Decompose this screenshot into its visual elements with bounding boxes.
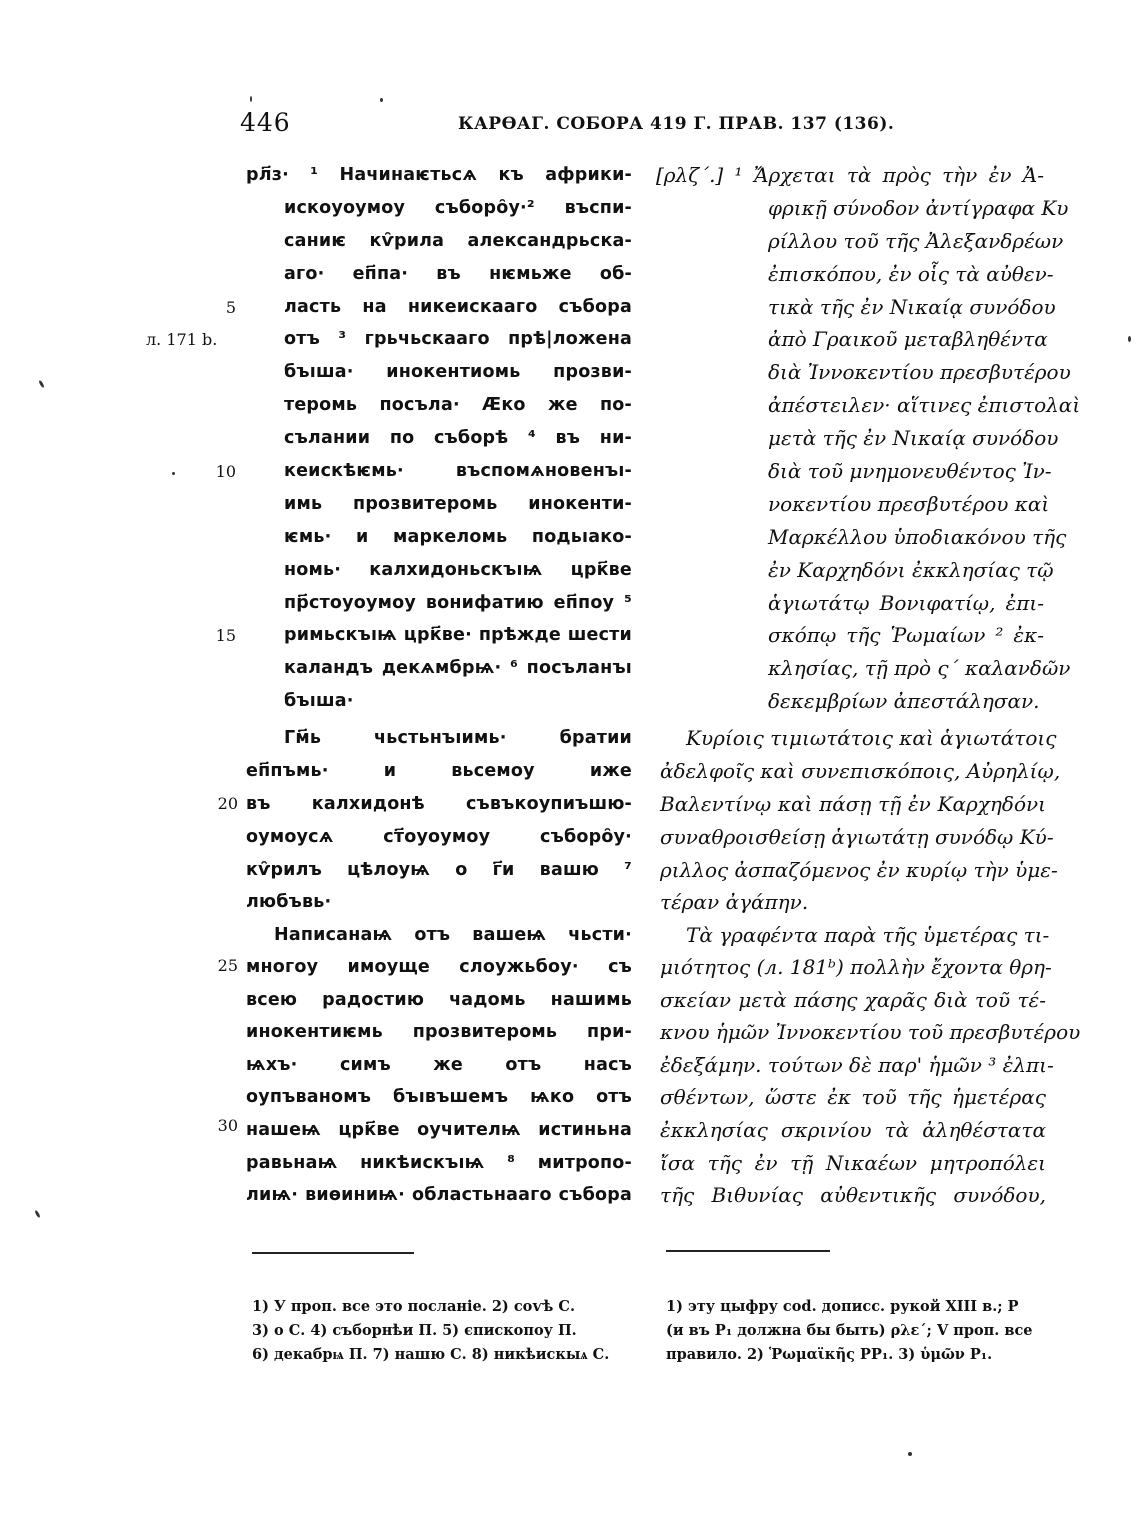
greek-line: ἀδελφοῖς καὶ συνεπισκόποις, Αὐρηλίῳ, <box>660 759 1061 783</box>
greek-line: συναθροισθείσῃ ἁγιωτάτῃ συνόδῳ Κύ- <box>660 825 1054 849</box>
slavonic-line: равьнаѩ никѣискъıѩ ⁸ митропо- <box>246 1153 632 1173</box>
folio-marker: л. 171 b. <box>146 330 218 349</box>
slavonic-line: въ калхидонѣ съвъкоупиъшю- <box>246 794 632 814</box>
greek-line: ἐκκλησίας σκρινίου τὰ ἀληθέστατα <box>660 1118 1046 1142</box>
greek-line: [ρλζ΄.] ¹ Ἄρχεται τὰ πρὸς τὴν ἐν Ἀ- <box>656 163 1044 187</box>
greek-line: Τὰ γραφέντα παρὰ τῆς ὑμετέρας τι- <box>686 923 1050 947</box>
slavonic-line: бъıша· инокентиомь прозви- <box>284 362 632 382</box>
slavonic-line: римьскъıѩ црк҃ве· прѣжде шести <box>284 625 632 645</box>
slavonic-line: бъıша· <box>284 691 354 711</box>
greek-line: ἁγιωτάτῳ Βονιφατίῳ, ἐπι- <box>768 591 1044 615</box>
slavonic-line: аго· еп҃па· въ нѥмьже об- <box>284 264 632 284</box>
slavonic-line: оумоусѧ ст҃оуоумоу съборо̑у· <box>246 827 632 847</box>
slavonic-line: всею радостию чадомь нашимь <box>246 990 632 1010</box>
slavonic-line: ѩхъ· симъ же отъ насъ <box>246 1055 632 1075</box>
scan-speck <box>38 380 45 388</box>
slavonic-line: нашеѩ црк҃ве оучителѩ истиньна <box>246 1120 632 1140</box>
footnote-rule <box>252 1252 414 1254</box>
greek-line: ἐπισκόπου, ἐν οἷς τὰ αὐθεν- <box>768 262 1054 286</box>
footnote-line: 1) эту цыфру cod. дописс. рукой XIII в.; Р <box>666 1298 1019 1315</box>
greek-line: φρικῇ σύνοδον ἀντίγραφα Κυ <box>768 196 1069 220</box>
slavonic-line: еп҃пъмь· и вьсемоу иже <box>246 761 632 781</box>
greek-line: Μαρκέλλου ὑποδιακόνου τῆς <box>768 525 1067 549</box>
greek-line: τῆς Βιθυνίας αὐθεντικῆς συνόδου, <box>660 1183 1046 1207</box>
line-number: 20 <box>217 794 238 813</box>
greek-line: ριλλος ἀσπαζόμενος ἐν κυρίῳ τὴν ὑμε- <box>660 858 1058 882</box>
greek-line: τικὰ τῆς ἐν Νικαίᾳ συνόδου <box>768 295 1056 319</box>
greek-line: νοκεντίου πρεσβυτέρου καὶ <box>768 492 1050 516</box>
slavonic-line: искоуоумоу съборо̑у·² въспи- <box>284 198 632 218</box>
slavonic-line: имь прозвитеромь инокенти- <box>284 494 632 514</box>
greek-line: κνου ἡμῶν Ἰννοκεντίου τοῦ πρεσβυτέρου <box>660 1020 1081 1044</box>
footnote-line: 6) декабрѩ П. 7) нашю С. 8) никѣискыѧ С. <box>252 1346 610 1363</box>
scan-speck <box>34 1210 41 1218</box>
slavonic-line: лиѩ· виѳиниѩ· областьнааго събора <box>246 1185 632 1205</box>
scan-speck <box>250 96 252 102</box>
page-number: 446 <box>240 108 291 137</box>
slavonic-line: Написанаѩ отъ вашеѩ чьсти· <box>274 925 632 945</box>
footnote-line: (и въ Р₁ должна бы быть) ρλε΄; V проп. все <box>666 1322 1033 1339</box>
slavonic-line: Гм҃ь чьстьнъıимь· братии <box>284 728 632 748</box>
greek-line: ἀπὸ Γραικοῦ μεταβληθέντα <box>768 327 1048 351</box>
slavonic-line: оупъваномъ бъıвъшемъ ѩко отъ <box>246 1087 632 1107</box>
footnote-line: 3) о С. 4) съборнѣи П. 5) єпископоу П. <box>252 1322 577 1339</box>
greek-line: σκόπῳ τῆς Ῥωμαίων ² ἐκ- <box>768 623 1044 647</box>
line-number: 10 <box>215 462 236 481</box>
greek-line: σθέντων, ὥστε ἐκ τοῦ τῆς ἡμετέρας <box>660 1085 1046 1109</box>
line-number: 30 <box>217 1116 238 1135</box>
slavonic-line: ласть на никеискааго събора <box>284 297 632 317</box>
footnote-line: правило. 2) Ῥωμαϊκῆς PP₁. 3) ὑμῶν P₁. <box>666 1346 993 1363</box>
greek-line: μιότητος (л. 181ᵇ) πολλὴν ἔχοντα θρη- <box>660 955 1052 979</box>
slavonic-line: сълании по съборѣ ⁴ въ ни- <box>284 428 632 448</box>
running-title: КАРѲАГ. СОБОРА 419 Г. ПРАВ. 137 (136). <box>458 114 895 134</box>
scan-speck <box>172 472 175 475</box>
greek-line: σκείαν μετὰ πάσης χαρᾶς διὰ τοῦ τέ- <box>660 988 1046 1012</box>
scan-speck <box>908 1452 912 1456</box>
slavonic-line: номь· калхидоньскъıѩ црк҃ве <box>284 560 632 580</box>
footnote-rule <box>666 1250 830 1252</box>
greek-line: ρίλλου τοῦ τῆς Ἀλεξανδρέων <box>768 229 1064 253</box>
greek-line: κλησίας, τῇ πρὸ ς΄ καλανδῶν <box>768 656 1071 680</box>
scan-speck <box>380 98 383 102</box>
slavonic-line: каландъ декѧмбрѩ· ⁶ посъланъı <box>284 658 632 678</box>
slavonic-line: кѵ̑рилъ цѣлоуѩ о г҃и вашю ⁷ <box>246 860 632 880</box>
greek-line: ἐδεξάμην. τούτων δὲ παρ' ἡμῶν ³ ἐλπι- <box>660 1053 1054 1077</box>
slavonic-line: любъвь· <box>246 892 332 912</box>
greek-line: Βαλεντίνῳ καὶ πάσῃ τῇ ἐν Καρχηδόνι <box>660 792 1046 816</box>
line-number: 15 <box>215 626 236 645</box>
footnote-line: 1) У проп. все это посланіе. 2) соѵѣ С. <box>252 1298 576 1315</box>
greek-line: μετὰ τῆς ἐν Νικαίᾳ συνόδου <box>768 426 1059 450</box>
slavonic-line: пр҃стоуоумоу вонифатию еп҃поу ⁵ <box>284 593 632 613</box>
slavonic-line: теромь посъла· Ӕко же по- <box>284 395 632 415</box>
greek-line: δεκεμβρίων ἀπεστάλησαν. <box>768 689 1040 713</box>
line-number: 5 <box>225 298 236 317</box>
greek-line: ἐν Καρχηδόνι ἐκκλησίας τῷ <box>768 558 1054 582</box>
greek-line: διὰ Ἰννοκεντίου πρεσβυτέρου <box>768 360 1071 384</box>
slavonic-line: рл҃з· ¹ Начинаѥтьсѧ къ африки- <box>246 165 632 185</box>
slavonic-line: многоу имоуще слоужьбоу· съ <box>246 957 632 977</box>
slavonic-line: кеискѣѥмь· въспомѧновенъı- <box>284 461 632 481</box>
greek-line: ἴσα τῆς ἐν τῇ Νικαέων μητροπόλει <box>660 1151 1046 1175</box>
greek-line: Κυρίοις τιμιωτάτοις καὶ ἁγιωτάτοις <box>686 726 1057 750</box>
slavonic-line: инокентиѥмь прозвитеромь при- <box>246 1022 632 1042</box>
greek-line: ἀπέστειλεν· αἵτινες ἐπιστολαὶ <box>768 393 1081 417</box>
greek-line: τέραν ἀγάπην. <box>660 890 809 914</box>
greek-line: διὰ τοῦ μνημονευθέντος Ἰν- <box>768 459 1052 483</box>
scan-speck <box>1128 336 1131 342</box>
slavonic-line: отъ ³ грьчьскааго прѣ|ложена <box>284 329 632 349</box>
slavonic-line: саниѥ кѵ̑рила александрьска- <box>284 231 632 251</box>
line-number: 25 <box>217 956 238 975</box>
slavonic-line: ѥмь· и маркеломь подьıако- <box>284 527 632 547</box>
